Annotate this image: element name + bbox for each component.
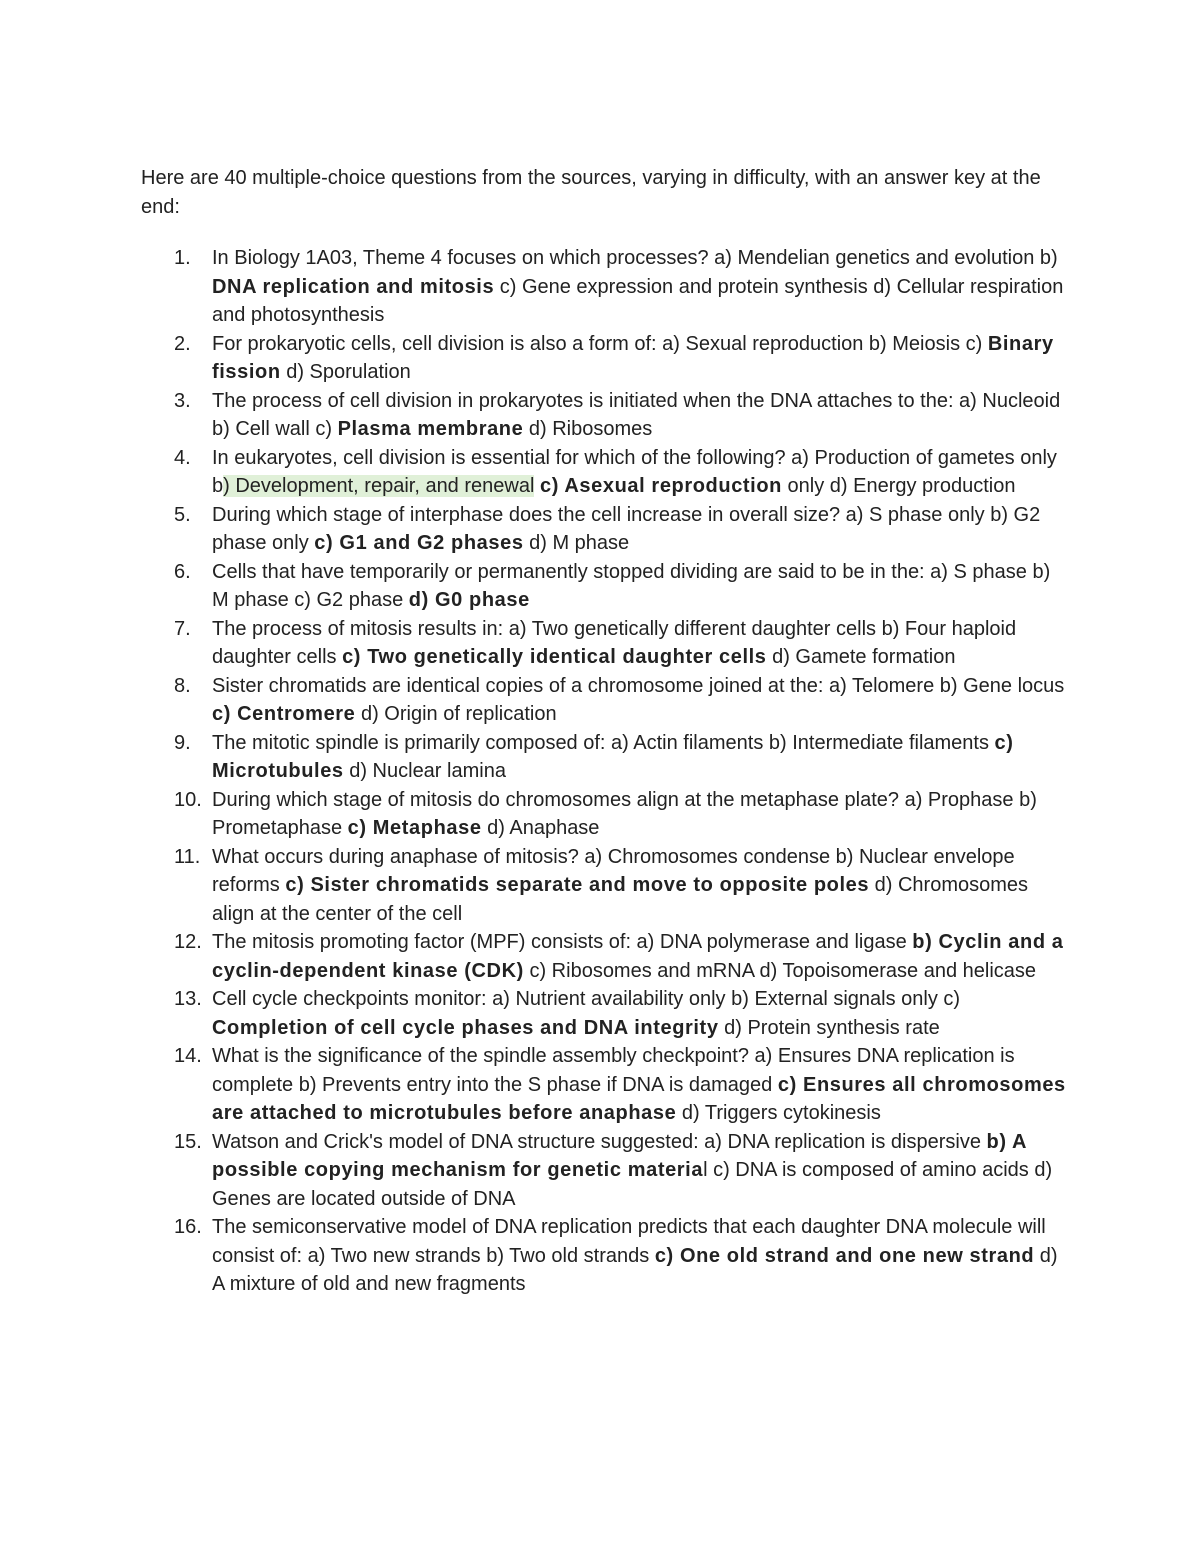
- question-options: d) Nuclear lamina: [343, 760, 506, 782]
- question-options: d) Chromosomes align at the center of the cell: [212, 874, 1029, 925]
- question-options: d) A mixture of old and new fragments: [212, 1244, 1058, 1295]
- question-item: [141, 444, 1071, 501]
- answer-bold: c) Ensures all chromosomes are attached to microtubules before anaphase: [212, 1073, 1066, 1124]
- question-number: 14.: [174, 1045, 202, 1067]
- question-list: [141, 244, 1071, 1299]
- question-item: [141, 501, 1071, 558]
- question-text: What occurs during anaphase of mitosis? a) Chromosomes condense b) Nuclear envelope reforms: [212, 845, 1015, 896]
- question-options: c) Gene expression and protein synthesis d) Cellular respiration and photosynthesis: [212, 275, 1064, 326]
- question-text: In eukaryotes, cell division is essential for which of the following? a) Production of gametes only b: [212, 446, 1057, 497]
- answer-bold: c) Two genetically identical daughter cells: [342, 646, 767, 668]
- question-options: d) Triggers cytokinesis: [676, 1102, 881, 1124]
- answer-bold: b) Cyclin and a cyclin-dependent kinase (CDK): [212, 931, 1064, 982]
- question-text: The process of mitosis results in: a) Two genetically different daughter cells b) Four haploid daughter cells: [212, 617, 1017, 668]
- question-item: [141, 330, 1071, 387]
- question-number: 15.: [174, 1130, 202, 1153]
- question-text: The mitotic spindle is primarily composed of: a) Actin filaments b) Intermediate filaments: [212, 731, 995, 754]
- question-number: 9.: [174, 731, 191, 754]
- answer-bold: c) One old strand and one new strand: [654, 1244, 1035, 1267]
- question-number: 6.: [174, 560, 191, 583]
- answer-bold: c) G1 and G2 phases: [314, 532, 524, 554]
- question-number: 10.: [174, 788, 202, 811]
- question-options: d) Sporulation: [280, 361, 411, 383]
- question-options: l c) DNA is composed of amino acids d) Genes are located outside of DNA: [212, 1159, 1053, 1210]
- question-item: [141, 1128, 1071, 1214]
- answer-bold: Plasma membrane: [337, 418, 524, 440]
- question-options: c) Ribosomes and mRNA d) Topoisomerase and helicase: [523, 959, 1037, 982]
- question-number: 8.: [174, 674, 191, 697]
- question-number: 16.: [174, 1216, 202, 1238]
- question-number: 1.: [174, 247, 191, 269]
- question-text: During which stage of mitosis do chromosomes align at the metaphase plate? a) Prophase b) Prometaphase: [212, 788, 1037, 839]
- question-options: d) Origin of replication: [355, 703, 557, 725]
- question-item: [141, 1042, 1071, 1128]
- question-text: Cell cycle checkpoints monitor: a) Nutrient availability only b) External signals only c): [212, 988, 961, 1010]
- question-text: During which stage of interphase does the cell increase in overall size? a) S phase only b) G2 phase only: [212, 503, 1041, 554]
- question-item: [141, 244, 1071, 330]
- answer-bold: DNA replication and mitosis: [212, 275, 495, 298]
- question-options: d) Anaphase: [481, 817, 600, 839]
- answer-bold: c) Centromere: [212, 703, 356, 725]
- question-text: For prokaryotic cells, cell division is also a form of: a) Sexual reproduction b) Meiosis c): [212, 332, 988, 355]
- answer-bold: c) Microtubules: [212, 731, 1014, 782]
- answer-bold: c) Sister chromatids separate and move to opposite poles: [285, 874, 870, 896]
- question-number: 4.: [174, 446, 191, 469]
- question-options: d) M phase: [523, 532, 630, 554]
- question-text: Watson and Crick's model of DNA structure suggested: a) DNA replication is dispersive: [212, 1130, 987, 1153]
- answer-bold: c) Asexual reproduction: [539, 475, 782, 497]
- question-item: [141, 1213, 1071, 1299]
- question-text: The process of cell division in prokaryotes is initiated when the DNA attaches to the: a) Nucleoid b) Cell wall c): [212, 389, 1061, 440]
- question-options: d) Ribosomes: [523, 418, 653, 440]
- question-number: 2.: [174, 332, 191, 355]
- answer-bold: Binary fission: [212, 332, 1054, 383]
- question-text: Cells that have temporarily or permanently stopped dividing are said to be in the: a) S phase b) M phase c) G2 phase: [212, 560, 1051, 611]
- question-text: The semiconservative model of DNA replication predicts that each daughter DNA molecule will consist of: a) Two new strands b) Two old strands: [212, 1216, 1046, 1267]
- question-number: 5.: [174, 503, 191, 526]
- question-item: [141, 387, 1071, 444]
- question-item: [141, 928, 1071, 985]
- question-text: What is the significance of the spindle assembly checkpoint? a) Ensures DNA replication is complete b) Prevents entry into the S phase if DNA is damaged: [212, 1045, 1015, 1096]
- question-number: 12.: [174, 931, 202, 953]
- question-item: [141, 558, 1071, 615]
- question-text: In Biology 1A03, Theme 4 focuses on which processes? a) Mendelian genetics and evolution b): [212, 247, 1058, 269]
- answer-bold: c) Metaphase: [347, 817, 482, 839]
- intro-paragraph: Here are 40 multiple-choice questions from the sources, varying in difficulty, with an answer key at the end:: [141, 167, 1041, 218]
- question-number: 7.: [174, 617, 191, 640]
- question-number: 11.: [174, 845, 201, 868]
- question-number: 13.: [174, 988, 202, 1010]
- highlighted-text: ) Development, repair, and renewal: [223, 475, 535, 497]
- question-item: [141, 843, 1071, 929]
- question-item: [141, 985, 1071, 1042]
- answer-bold: b) A possible copying mechanism for genetic materia: [212, 1130, 1027, 1181]
- question-options: d) Protein synthesis rate: [718, 1016, 940, 1039]
- question-text: The mitosis promoting factor (MPF) consists of: a) DNA polymerase and ligase: [212, 931, 913, 953]
- question-options: only d) Energy production: [781, 475, 1016, 497]
- question-number: 3.: [174, 389, 191, 412]
- question-item: [141, 729, 1071, 786]
- question-options: d) Gamete formation: [766, 646, 956, 668]
- question-item: [141, 615, 1071, 672]
- question-item: [141, 672, 1071, 729]
- answer-bold: Completion of cell cycle phases and DNA integrity: [212, 1016, 719, 1039]
- question-item: [141, 786, 1071, 843]
- answer-bold: d) G0 phase: [408, 589, 530, 611]
- question-text: Sister chromatids are identical copies of a chromosome joined at the: a) Telomere b) Gene locus: [212, 674, 1065, 697]
